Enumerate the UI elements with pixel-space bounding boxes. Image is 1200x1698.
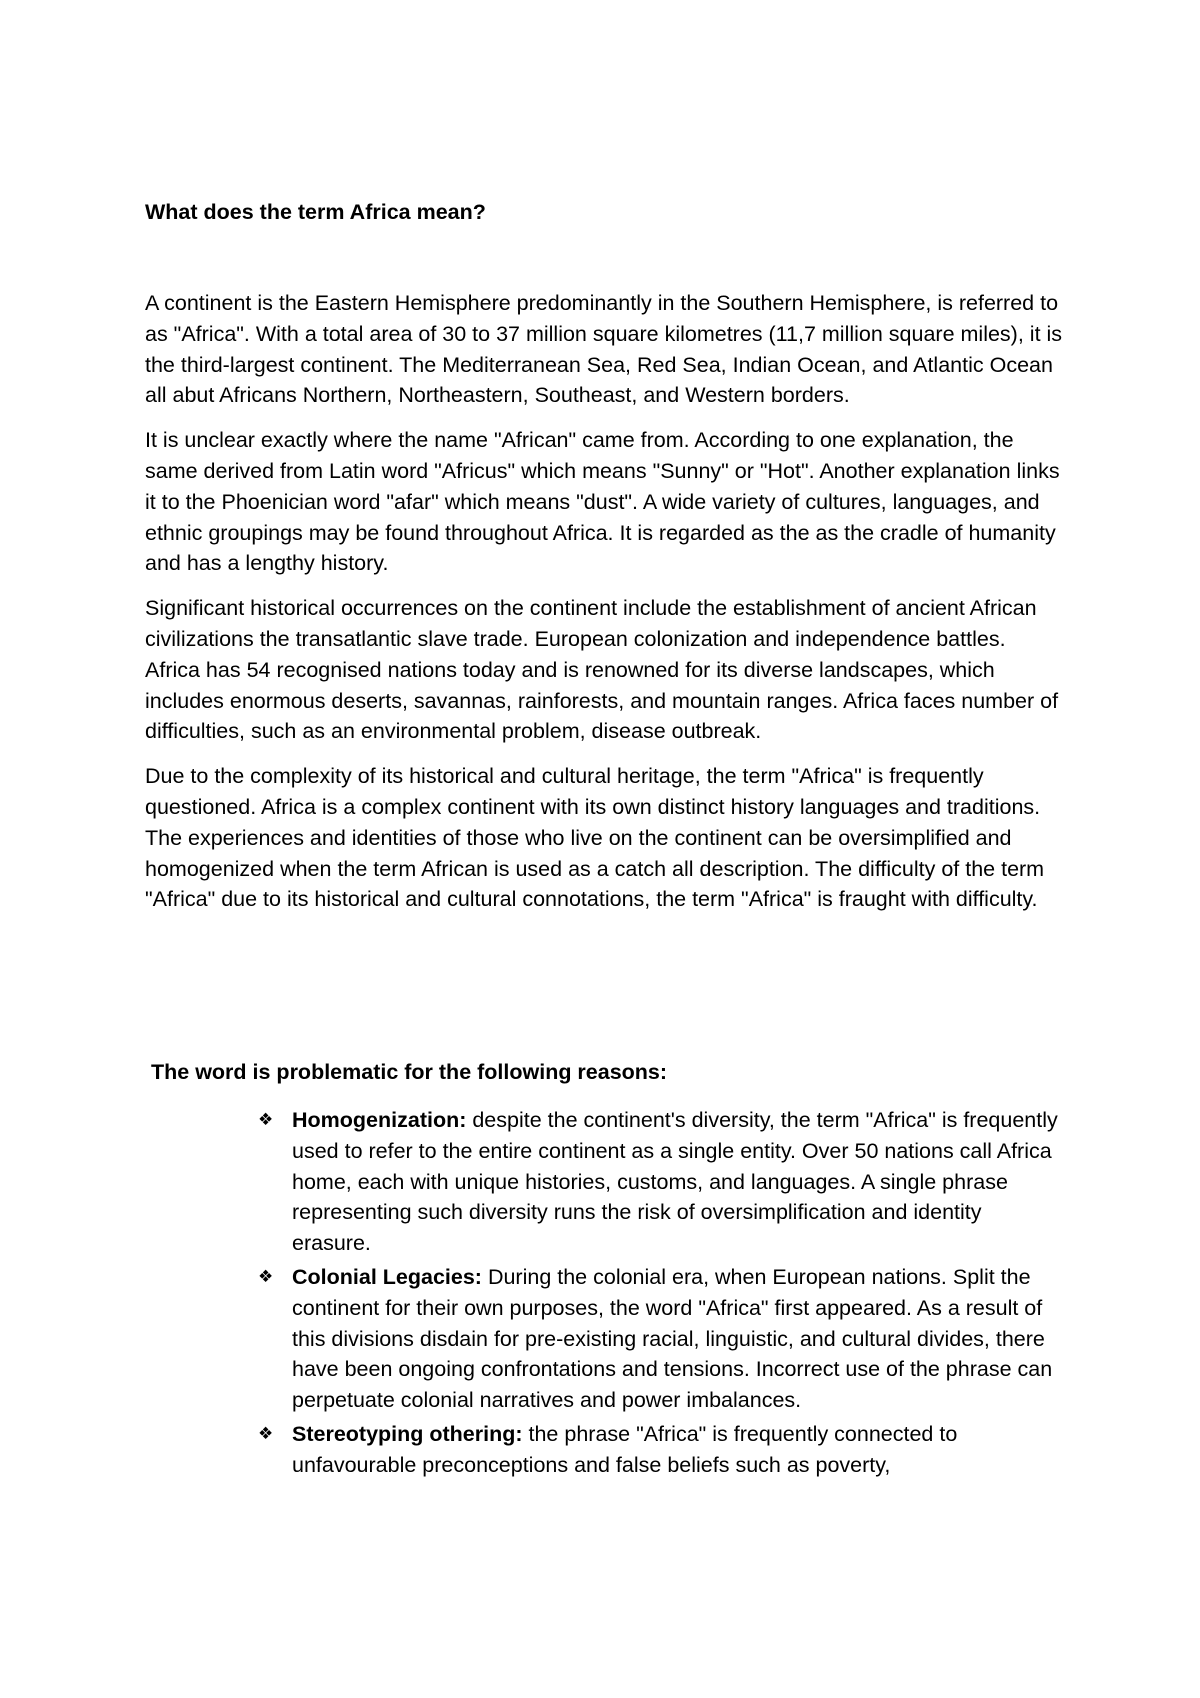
section-heading-reasons: The word is problematic for the following reasons: — [151, 1060, 668, 1084]
reason-item-colonial-legacies — [258, 1262, 1062, 1416]
paragraph-term-questioned: Due to the complexity of its historical and cultural heritage, the term "Africa" is frequently questioned. Africa is a complex continent with its own distinct history languages and traditions. The experiences and identities of those who live on the continent can be oversimplified and homogenized when the term African is used as a catch all description. The difficulty of the term "Africa" due to its historical and cultural connotations, the term "Africa" is fraught with difficulty. — [145, 764, 1045, 912]
reason-term: Homogenization: — [292, 1108, 467, 1132]
reason-text: During the colonial era, when European nations. Split the continent for their own purposes, the word "Africa" first appeared. As a result of this divisions disdain for pre-existing racial, linguistic, and cultural divides, there have been ongoing confrontations and tensions. Incorrect use of the phrase can perpetuate colonial narratives and power imbalances. — [292, 1264, 1053, 1413]
diamond-bullet-icon: ❖ — [258, 1110, 274, 1130]
paragraph-historical-occurrences: Significant historical occurrences on the continent include the establishment of ancient African civilizations the transatlantic slave trade. European colonization and independence battles. Africa has 54 recognised nations today and is renowned for its diverse landscapes, which includes enormous deserts, savannas, rainforests, and mountain ranges. Africa faces number of difficulties, such as an environmental problem, disease outbreak. — [145, 596, 1059, 744]
diamond-bullet-icon: ❖ — [258, 1266, 274, 1287]
reason-text: the phrase "Africa" is frequently connected to unfavourable preconceptions and false beliefs such as poverty, — [292, 1421, 958, 1477]
reason-term: Colonial Legacies: — [292, 1264, 482, 1289]
reasons-list — [258, 1105, 1062, 1484]
reason-text: despite the continent's diversity, the term "Africa" is frequently used to refer to the entire continent as a single entity. Over 50 nations call Africa home, each with unique histories, customs, and languages. A single phrase representing such diversity runs the risk of oversimplification and identity erasure. — [292, 1108, 1058, 1256]
paragraph-name-origin: It is unclear exactly where the name "African" came from. According to one explanation, the same derived from Latin word "Africus" which means "Sunny" or "Hot". Another explanation links it to the Phoenician word "afar" which means "dust". A wide variety of cultures, languages, and ethnic groupings may be found throughout Africa. It is regarded as the as the cradle of humanity and has a lengthy history. — [145, 428, 1060, 576]
diamond-bullet-icon: ❖ — [258, 1423, 274, 1444]
paragraph-continent-definition: A continent is the Eastern Hemisphere predominantly in the Southern Hemisphere, is referred to as "Africa". With a total area of 30 to 37 million square kilometres (11,7 million square miles), it is the third-largest continent. The Mediterranean Sea, Red Sea, Indian Ocean, and Atlantic Ocean all abut Africans Northern, Northeastern, Southeast, and Western borders. — [145, 291, 1063, 408]
document-title: What does the term Africa mean? — [145, 200, 486, 224]
reason-item-stereotyping-othering — [258, 1419, 1062, 1481]
reason-item-homogenization — [258, 1105, 1062, 1259]
reason-term: Stereotyping othering: — [292, 1421, 523, 1446]
body-text — [145, 288, 1065, 929]
